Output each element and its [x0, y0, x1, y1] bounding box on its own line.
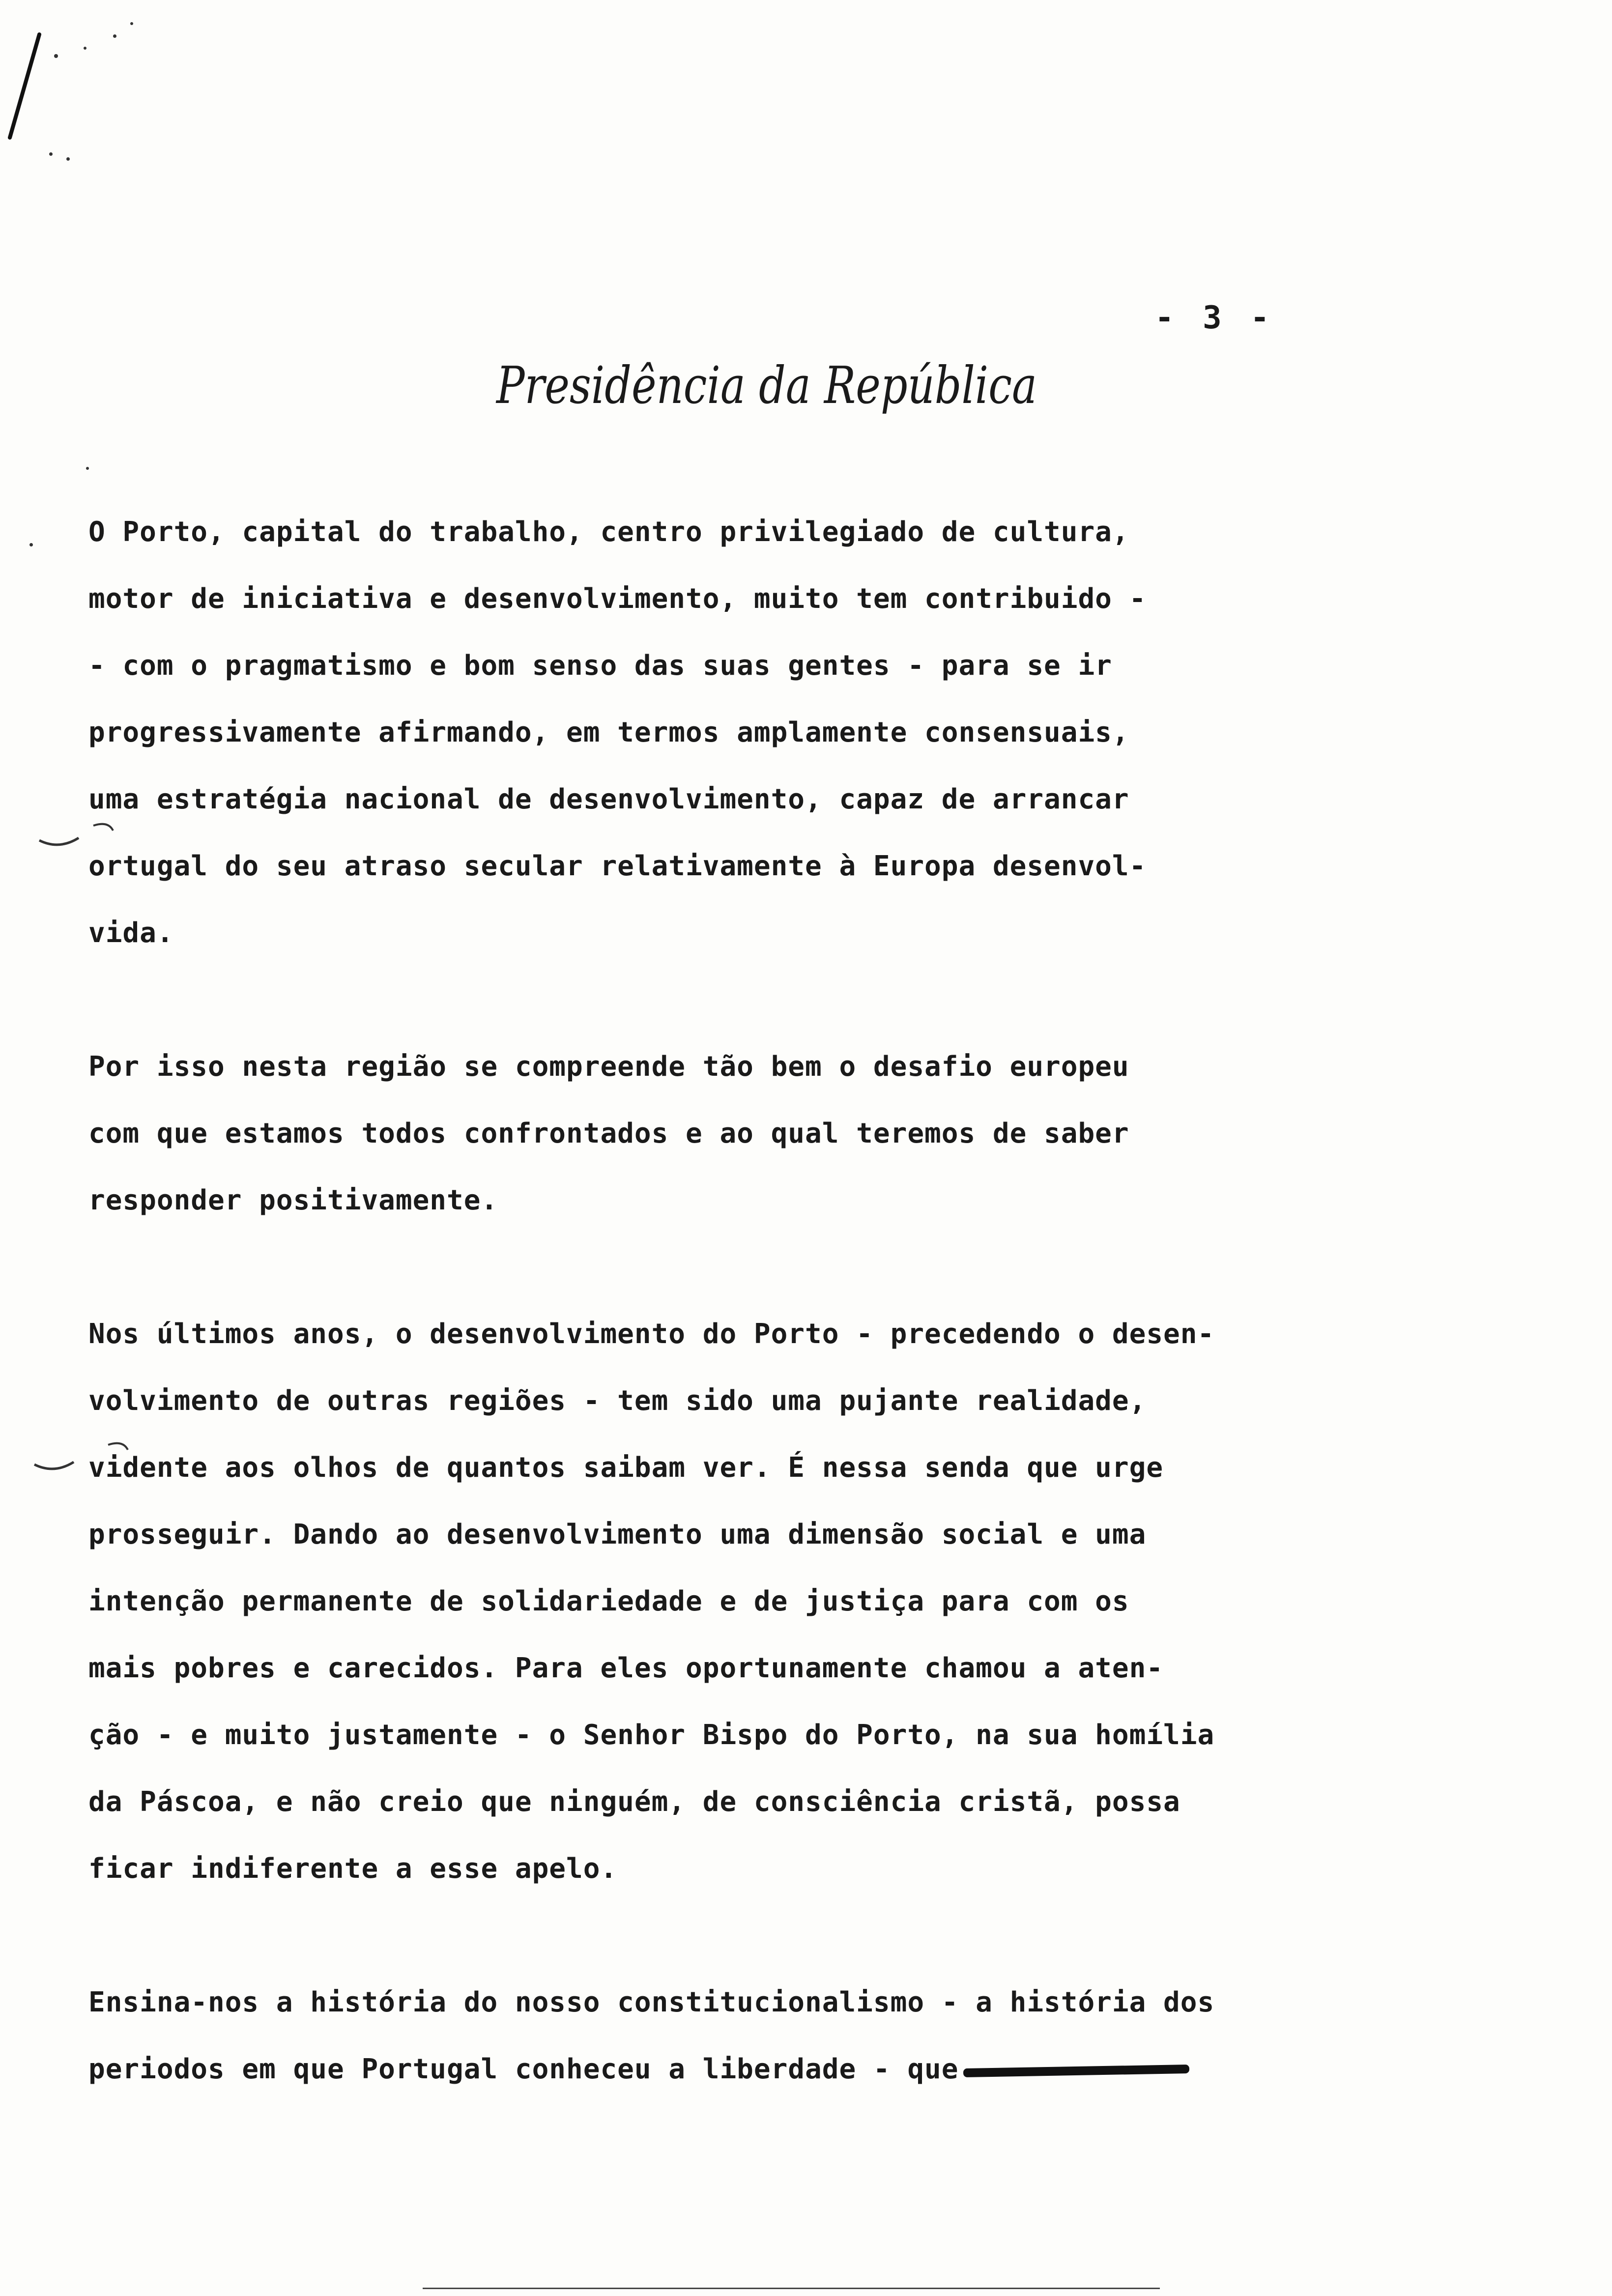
paragraph-1: [88, 499, 1455, 967]
text-line: progressivamente afirmando, em termos amplamente consensuais,: [88, 717, 1129, 748]
text-line: ficar indiferente a esse apelo.: [88, 1853, 618, 1885]
letter-body: [88, 499, 1455, 2170]
scan-speck: [29, 543, 33, 546]
text-line: intenção permanente de solidariedade e de justiça para com os: [88, 1585, 1129, 1617]
text-line: vida.: [88, 917, 174, 949]
scan-speck: [130, 22, 133, 25]
text-line: ortugal do seu atraso secular relativamente à Europa desenvol-: [88, 850, 1147, 882]
paragraph-2: [88, 1033, 1455, 1234]
text-line: vidente aos olhos de quantos saibam ver. É nessa senda que urge: [88, 1452, 1164, 1484]
scan-speck: [86, 467, 89, 470]
text-line: O Porto, capital do trabalho, centro privilegiado de cultura,: [88, 516, 1129, 548]
paragraph-3: [88, 1301, 1455, 1902]
page-number: - 3 -: [1155, 300, 1274, 336]
corner-pen-stroke: [0, 29, 59, 147]
text-line: - com o pragmatismo e bom senso das suas gentes - para se ir: [88, 650, 1112, 682]
text-line: Por isso nesta região se compreende tão bem o desafio europeu: [88, 1051, 1129, 1083]
text-line: prosseguir. Dando ao desenvolvimento uma dimensão social e uma: [88, 1519, 1147, 1550]
bottom-edge-line: [423, 2288, 1160, 2289]
text-line-content: periodos em que Portugal conheceu a liberdade - que: [88, 2053, 959, 2085]
text-line: volvimento de outras regiões - tem sido uma pujante realidade,: [88, 1385, 1147, 1417]
text-line: Nos últimos anos, o desenvolvimento do Porto - precedendo o desen-: [88, 1318, 1215, 1350]
scan-speck: [84, 47, 86, 50]
text-line: uma estratégia nacional de desenvolvimento, capaz de arrancar: [88, 783, 1129, 815]
text-line: motor de iniciativa e desenvolvimento, muito tem contribuido -: [88, 583, 1147, 615]
letterhead-script: [491, 344, 1081, 428]
letterhead-text: Presidência da República: [495, 355, 1037, 415]
text-line: da Páscoa, e não creio que ninguém, de consciência cristã, possa: [88, 1786, 1180, 1818]
scan-speck: [66, 157, 70, 161]
text-line: ção - e muito justamente - o Senhor Bispo do Porto, na sua homília: [88, 1719, 1215, 1751]
paragraph-4: [88, 1969, 1455, 2103]
text-line: Ensina-nos a história do nosso constitucionalismo - a história dos: [88, 1986, 1215, 2018]
letterhead-script-graphic: [491, 344, 1081, 428]
scan-speck: [49, 152, 53, 156]
scan-speck: [54, 54, 58, 58]
scan-speck: [113, 34, 116, 38]
struck-out-word: [963, 2065, 1189, 2077]
text-line-with-strikeout: [88, 2036, 1455, 2103]
text-line: com que estamos todos confrontados e ao qual teremos de saber: [88, 1118, 1129, 1149]
text-line: responder positivamente.: [88, 1184, 498, 1216]
text-line: mais pobres e carecidos. Para eles oportunamente chamou a aten-: [88, 1652, 1164, 1684]
